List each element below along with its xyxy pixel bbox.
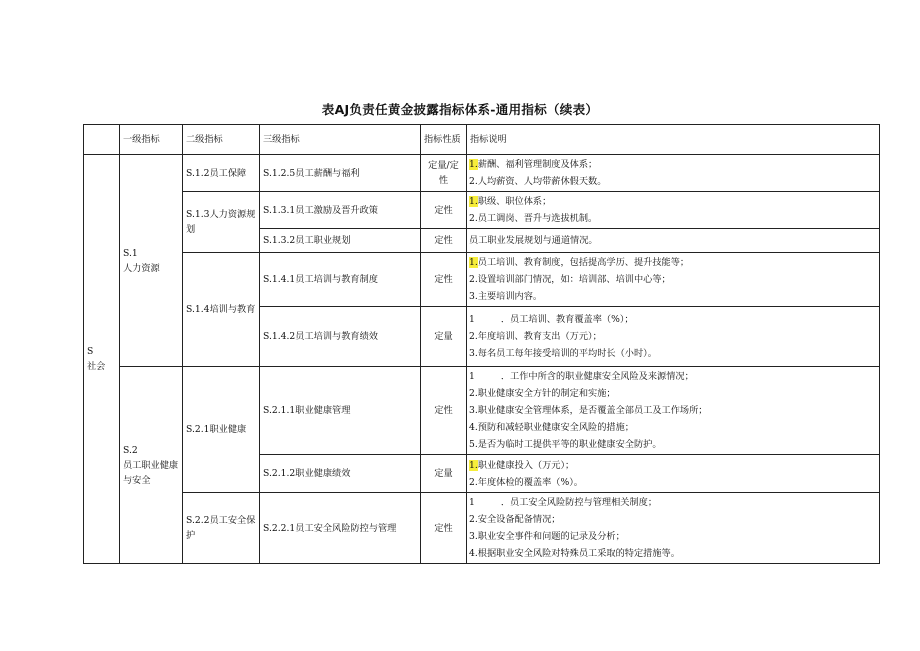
level3-cell: S.1.4.1员工培训与教育制度 — [260, 253, 421, 307]
level2-cell: S.1.4培训与教育 — [183, 253, 260, 367]
description-text: 薪酬、福利管理制度及体系； — [477, 159, 598, 170]
list-number: 1 — [469, 314, 475, 325]
description-text: 员工培训、教育制度，包括提高学历、提升技能等； — [477, 257, 690, 268]
level2-cell: S.2.1职业健康 — [183, 367, 260, 493]
description-text: 职级、职位体系； — [477, 196, 552, 207]
list-number: 4. — [469, 548, 478, 559]
header-cell-level1: 一级指标 — [120, 125, 183, 155]
nature-cell: 定性 — [421, 229, 467, 253]
level2-cell: S.2.2员工安全保护 — [183, 493, 260, 564]
description-line — [469, 528, 877, 545]
list-number: 3. — [469, 531, 478, 542]
level1-name: 员工职业健康与安全 — [123, 459, 179, 486]
description-line — [469, 494, 877, 511]
header-cell-blank — [84, 125, 120, 155]
level3-cell: S.2.2.1员工安全风险防控与管理 — [260, 493, 421, 564]
table-row — [84, 155, 880, 192]
description-line — [469, 368, 877, 385]
description-cell — [467, 493, 880, 564]
level0-code: S — [87, 346, 94, 357]
table-header-row — [84, 125, 880, 155]
list-number: 2. — [469, 176, 478, 187]
description-text: 职业健康安全方针的制定和实施； — [477, 388, 616, 399]
list-number: 3. — [469, 348, 478, 359]
list-number: 4. — [469, 422, 478, 433]
description-line — [469, 311, 877, 328]
description-line — [469, 474, 877, 491]
level3-cell: S.1.3.2员工职业规划 — [260, 229, 421, 253]
description-cell — [467, 192, 880, 229]
list-number: 2. — [469, 514, 478, 525]
list-number: 5. — [469, 439, 478, 450]
nature-cell: 定性 — [421, 493, 467, 564]
list-number: 2. — [469, 213, 478, 224]
description-text: 员工调岗、晋升与选拔机制。 — [477, 213, 598, 224]
list-number: 1 — [469, 497, 475, 508]
list-number: 2. — [469, 476, 478, 488]
level1-name: 人力资源 — [123, 262, 160, 274]
description-line — [469, 436, 877, 453]
list-number: 1 — [469, 371, 475, 382]
description-line — [469, 254, 877, 271]
nature-cell: 定性 — [421, 253, 467, 307]
table-row — [84, 367, 880, 455]
level3-cell: S.2.1.1职业健康管理 — [260, 367, 421, 455]
description-text: 每名员工每年接受培训的平均时长（小时）。 — [477, 348, 657, 359]
description-text: 根据职业安全风险对特殊员工采取的特定措施等。 — [477, 548, 680, 559]
level1-cell-s1 — [120, 155, 183, 367]
description-line — [469, 193, 877, 210]
description-line — [469, 511, 877, 528]
level3-cell: S.2.1.2职业健康绩效 — [260, 455, 421, 493]
description-text: 员工职业发展规划与通道情况。 — [469, 235, 598, 246]
description-text: 安全设备配备情况； — [477, 514, 561, 525]
description-text: ．工作中所含的职业健康安全风险及来源情况； — [500, 371, 694, 382]
nature-cell: 定性 — [421, 192, 467, 229]
list-number: 1. — [469, 196, 478, 207]
list-number: 1. — [469, 159, 478, 170]
description-line — [469, 402, 877, 419]
level1-cell-s2 — [120, 367, 183, 564]
description-text: 职业安全事件和问题的记录及分析； — [477, 531, 625, 542]
nature-cell: 定性 — [421, 367, 467, 455]
list-number: 3. — [469, 291, 478, 302]
description-text: 预防和减轻职业健康安全风险的措施； — [477, 422, 634, 433]
description-text: 设置培训部门情况，如：培训部、培训中心等； — [477, 274, 671, 285]
description-text: ．员工培训、教育覆盖率（%）； — [500, 314, 634, 325]
table-row — [84, 253, 880, 307]
description-text: ．员工安全风险防控与管理相关制度； — [500, 497, 658, 508]
description-text: 人均薪资、人均带薪休假天数。 — [477, 176, 607, 187]
level1-code: S.2 — [123, 444, 138, 456]
description-text: 职业健康投入（万元）； — [477, 459, 575, 471]
description-cell — [467, 367, 880, 455]
description-text: 职业健康安全管理体系，是否覆盖全部员工及工作场所； — [477, 405, 708, 416]
description-cell — [467, 229, 880, 253]
description-line — [469, 419, 877, 436]
table-title: 表AJ负责任黄金披露指标体系-通用指标（续表） — [321, 102, 599, 117]
header-cell-level2: 二级指标 — [183, 125, 260, 155]
nature-cell: 定量/定性 — [421, 155, 467, 192]
description-line — [469, 210, 877, 227]
description-cell — [467, 307, 880, 367]
indicator-table — [83, 124, 880, 564]
level2-cell: S.1.2员工保障 — [183, 155, 260, 192]
description-line — [469, 545, 877, 562]
nature-cell: 定量 — [421, 455, 467, 493]
description-text: 主要培训内容。 — [477, 291, 543, 302]
nature-cell: 定量 — [421, 307, 467, 367]
description-text: 是否为临时工提供平等的职业健康安全防护。 — [477, 439, 662, 450]
list-number: 2. — [469, 331, 478, 342]
level3-cell: S.1.4.2员工培训与教育绩效 — [260, 307, 421, 367]
header-cell-level3: 三级指标 — [260, 125, 421, 155]
description-line — [469, 457, 877, 474]
description-line — [469, 232, 877, 249]
table-row — [84, 493, 880, 564]
description-cell — [467, 455, 880, 493]
level3-cell: S.1.3.1员工激励及晋升政策 — [260, 192, 421, 229]
description-line — [469, 271, 877, 288]
description-line — [469, 328, 877, 345]
header-cell-nature: 指标性质 — [421, 125, 467, 155]
description-cell — [467, 253, 880, 307]
description-cell — [467, 155, 880, 192]
list-number: 1. — [469, 459, 478, 471]
list-number: 2. — [469, 388, 478, 399]
level0-name: 社会 — [87, 361, 106, 372]
description-line — [469, 385, 877, 402]
list-number: 2. — [469, 274, 478, 285]
description-line — [469, 288, 877, 305]
list-number: 3. — [469, 405, 478, 416]
description-line — [469, 173, 877, 190]
level2-cell: S.1.3人力资源规划 — [183, 192, 260, 253]
level3-cell: S.1.2.5员工薪酬与福利 — [260, 155, 421, 192]
description-line — [469, 345, 877, 362]
description-text: 年度体检的覆盖率（%）。 — [477, 476, 583, 488]
description-text: 年度培训、教育支出（万元）； — [477, 331, 602, 342]
level0-cell — [84, 155, 120, 564]
description-line — [469, 156, 877, 173]
header-cell-description: 指标说明 — [467, 125, 880, 155]
table-row — [84, 192, 880, 229]
list-number: 1. — [469, 257, 478, 268]
level1-code: S.1 — [123, 247, 138, 259]
